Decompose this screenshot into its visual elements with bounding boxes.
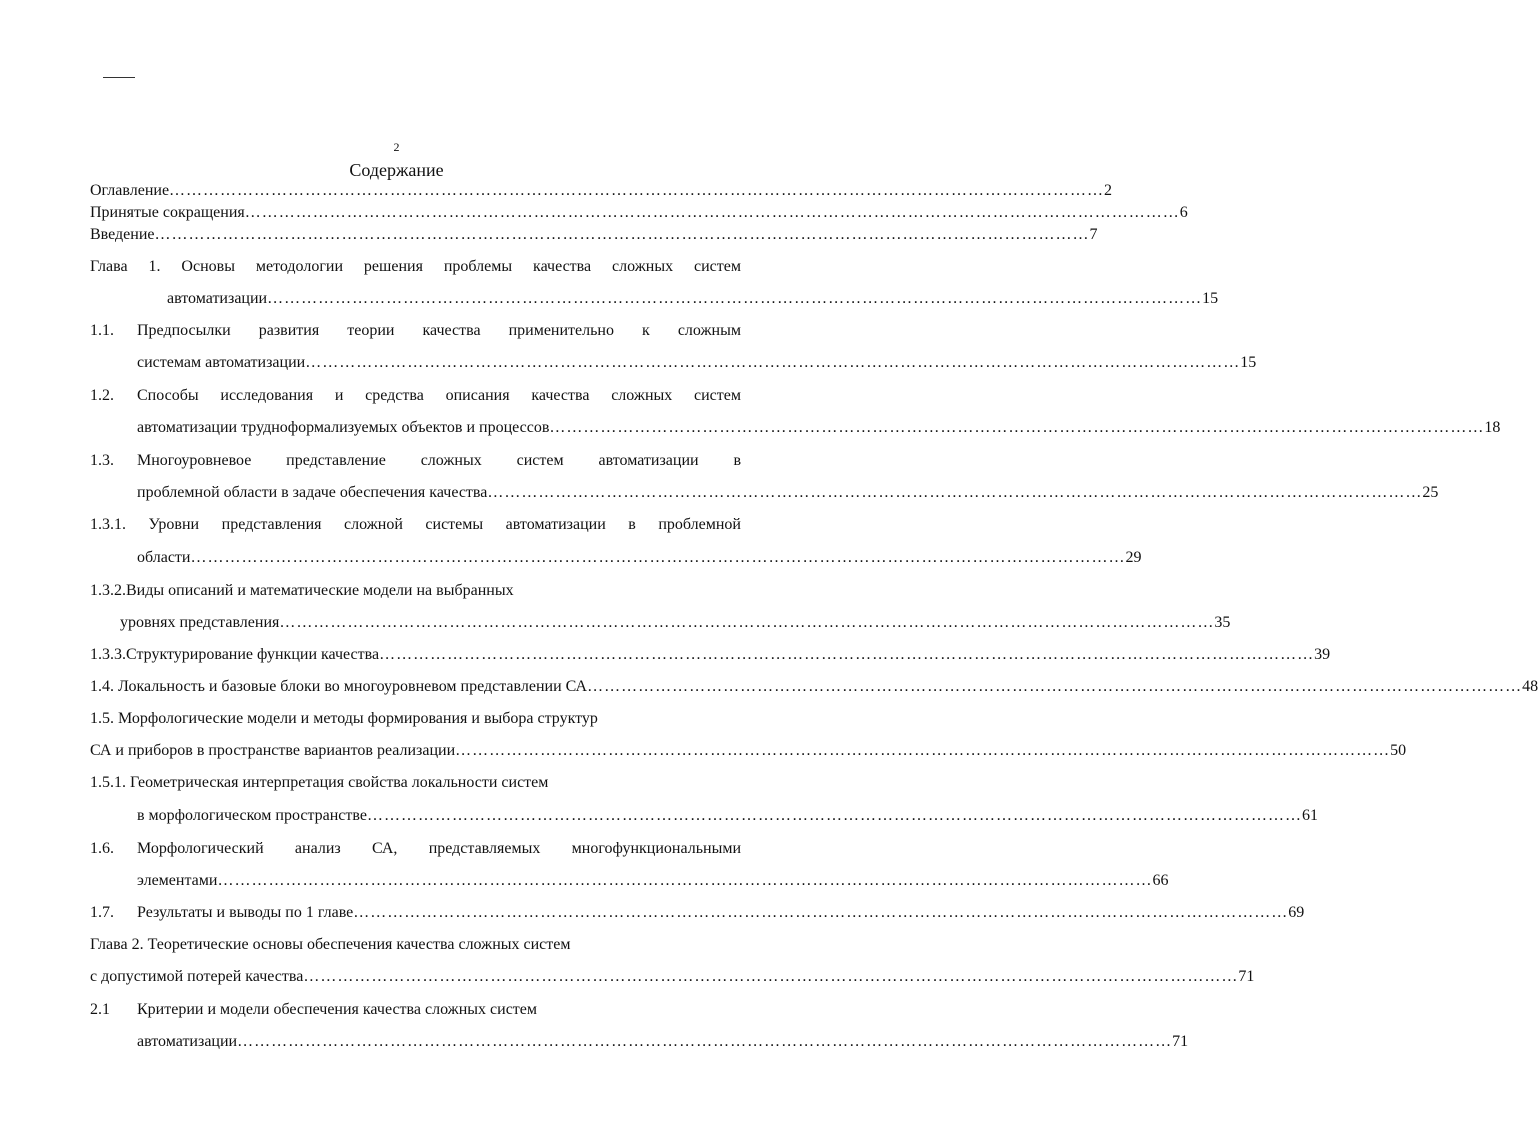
toc-entry-page: 7 bbox=[1089, 226, 1098, 243]
toc-entry-page: 39 bbox=[1314, 646, 1331, 663]
toc-entry-page: 71 bbox=[1238, 968, 1255, 985]
toc-entry-page: 15 bbox=[1240, 354, 1257, 371]
toc-entry-title: Оглавление bbox=[90, 182, 170, 199]
toc-entry bbox=[137, 483, 1439, 503]
scan-mark bbox=[103, 77, 135, 78]
toc-entry-title-line2: автоматизации трудноформализуемых объектов и процессов bbox=[137, 419, 550, 436]
toc-entry bbox=[137, 548, 1142, 568]
page-title: Содержание bbox=[349, 160, 444, 180]
toc-entry-title-line1: 1.3.1. Уровни представления сложной системы автоматизации в проблемной bbox=[90, 516, 741, 533]
toc-entry-title-line1: 1.5. Морфологические модели и методы формирования и выбора структур bbox=[90, 710, 598, 727]
toc-entry-title-line2: СА и приборов в пространстве вариантов реализации bbox=[90, 742, 456, 759]
toc-entry-page: 66 bbox=[1152, 872, 1169, 889]
toc-entry-title-line1: Критерии и модели обеспечения качества сложных систем bbox=[137, 1001, 538, 1018]
toc-entry bbox=[137, 353, 1257, 373]
toc-entry-page: 2 bbox=[1104, 182, 1113, 199]
toc-entry-title-line1: Способы исследования и средства описания качества сложных систем bbox=[137, 387, 741, 404]
toc-entry bbox=[137, 871, 1169, 891]
toc-entry bbox=[137, 1032, 1189, 1052]
toc-entry-title-line1: 1.5.1. Геометрическая интерпретация свойства локальности систем bbox=[90, 774, 549, 791]
toc-entry bbox=[90, 967, 1255, 987]
toc-entry-title-line2: уровнях представления bbox=[120, 614, 280, 631]
toc-entry-title: Результаты и выводы по 1 главе bbox=[137, 904, 354, 921]
toc-entry-title-line1: Глава 1. Основы методологии решения проблемы качества сложных систем bbox=[90, 258, 741, 275]
page-number: 2 bbox=[393, 140, 400, 154]
toc-entry-page: 29 bbox=[1125, 549, 1142, 566]
toc-entry bbox=[90, 225, 1098, 245]
toc-entry-title-line2: с допустимой потерей качества bbox=[90, 968, 304, 985]
toc-entry-page: 6 bbox=[1179, 204, 1188, 221]
toc-entry-number: 1.7. bbox=[90, 904, 114, 921]
toc-entry-page: 18 bbox=[1484, 419, 1501, 436]
toc-entry bbox=[137, 903, 1305, 923]
toc-entry bbox=[90, 203, 1188, 223]
toc-entry-number: 1.2. bbox=[90, 387, 114, 404]
toc-entry-page: 35 bbox=[1214, 614, 1231, 631]
toc-entry-page: 48 bbox=[1522, 678, 1538, 695]
toc-entry-title-line2: элементами bbox=[137, 872, 218, 889]
toc-entry-title: 1.3.3.Структурирование функции качества bbox=[90, 646, 380, 663]
toc-entry-number: 1.6. bbox=[90, 840, 114, 857]
toc-entry-title-line2: в морфологическом пространстве bbox=[137, 807, 367, 824]
toc-entry-page: 25 bbox=[1422, 484, 1439, 501]
toc-entry-number: 1.3. bbox=[90, 452, 114, 469]
toc-entry-title: Принятые сокращения bbox=[90, 204, 245, 221]
toc-entry-title-line1: Многоуровневое представление сложных систем автоматизации в bbox=[137, 452, 741, 469]
toc-entry bbox=[90, 677, 1538, 697]
toc-entry-number: 2.1 bbox=[90, 1001, 110, 1018]
toc-entry-title-line1: Глава 2. Теоретические основы обеспечения качества сложных систем bbox=[90, 936, 571, 953]
toc-entry-title-line2: автоматизации bbox=[167, 290, 268, 307]
toc-entry-title-line2: проблемной области в задаче обеспечения качества bbox=[137, 484, 488, 501]
toc-entry-title-line2: области bbox=[137, 549, 191, 566]
toc-entry-page: 69 bbox=[1288, 904, 1305, 921]
toc-entry-page: 61 bbox=[1301, 807, 1318, 824]
toc-entry-title-line1: 1.3.2.Виды описаний и математические модели на выбранных bbox=[90, 582, 514, 599]
toc-entry-page: 50 bbox=[1390, 742, 1407, 759]
toc-entry-title-line2: системам автоматизации bbox=[137, 354, 306, 371]
toc-entry bbox=[90, 741, 1407, 761]
toc-entry-page: 71 bbox=[1172, 1033, 1189, 1050]
toc-entry bbox=[90, 645, 1331, 665]
toc-entry-page: 15 bbox=[1202, 290, 1219, 307]
toc-entry-title: Введение bbox=[90, 226, 155, 243]
toc-entry-number: 1.1. bbox=[90, 322, 114, 339]
toc-entry bbox=[137, 418, 1501, 438]
toc-entry-title: 1.4. Локальность и базовые блоки во многоуровневом представлении СА bbox=[90, 678, 588, 695]
toc-entry bbox=[90, 181, 1113, 201]
toc-entry-title-line1: Предпосылки развития теории качества применительно к сложным bbox=[137, 322, 741, 339]
toc-entry bbox=[137, 806, 1318, 826]
toc-entry-title-line2: автоматизации bbox=[137, 1033, 238, 1050]
toc-entry-title-line1: Морфологический анализ СА, представляемых многофункциональными bbox=[137, 840, 741, 857]
toc-entry bbox=[167, 289, 1219, 309]
toc-entry bbox=[120, 613, 1231, 633]
